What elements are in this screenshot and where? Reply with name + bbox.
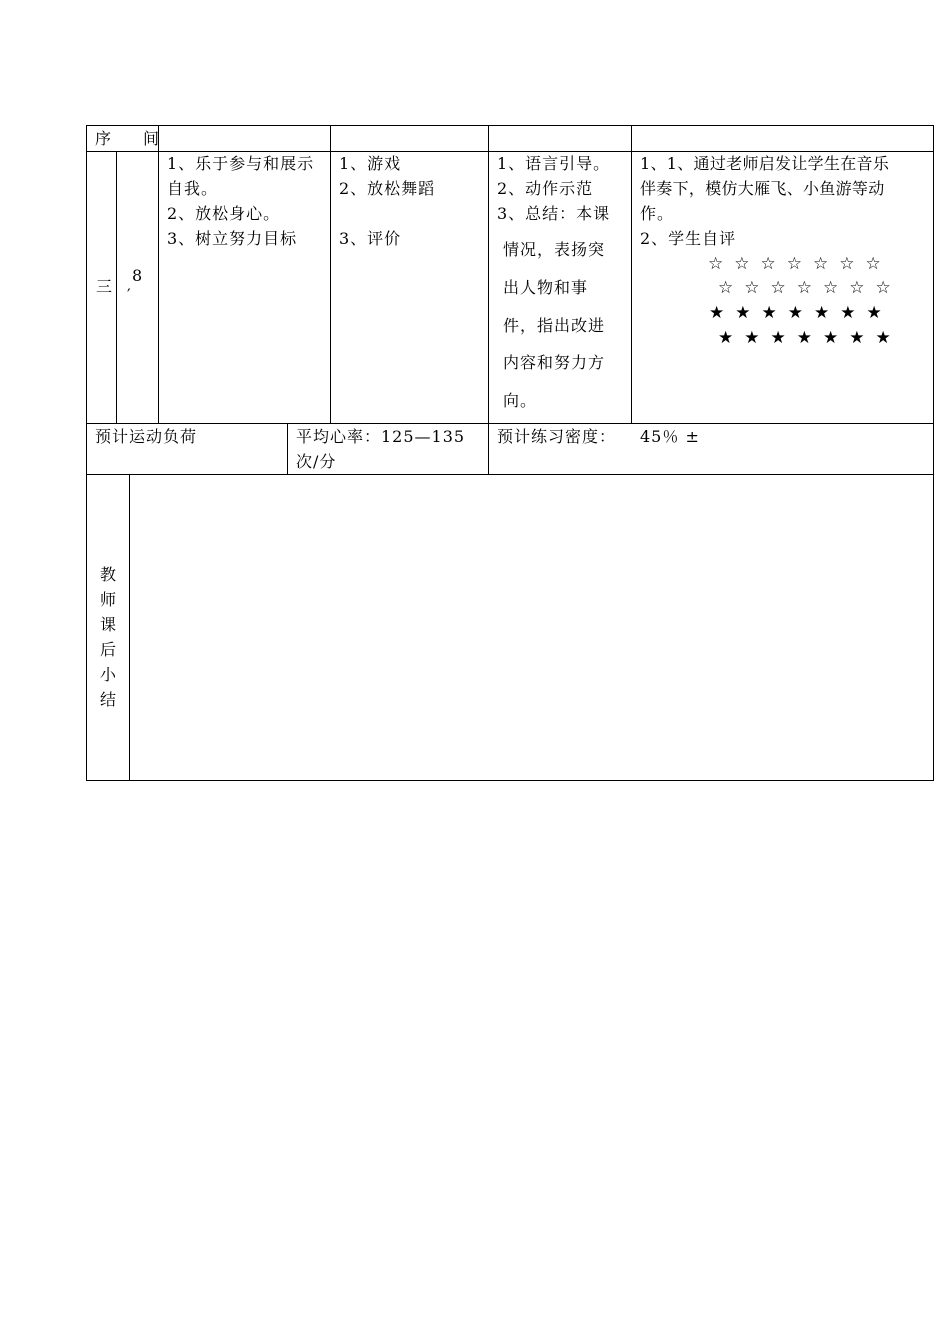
goal-line: 自我。 — [167, 179, 219, 198]
density-value: 45％ ± — [640, 427, 700, 446]
summary-content-area — [130, 475, 933, 780]
summary-char: 师 — [99, 590, 116, 609]
col-divider-teacher — [631, 125, 632, 423]
summary-char: 后 — [99, 640, 116, 659]
goal-line: 1、乐于参与和展示 — [167, 154, 315, 173]
summary-char: 课 — [99, 615, 116, 634]
hollow-stars-row-1: ☆☆☆☆☆☆☆ — [708, 254, 892, 274]
col-divider-time — [158, 125, 159, 423]
heart-rate-line-1: 平均心率：125—135 — [296, 427, 466, 446]
teacher-line: 2、动作示范 — [497, 179, 594, 198]
teacher-line: 出人物和事 — [503, 278, 589, 297]
student-line: 伴奏下，模仿大雁飞、小鱼游等动 — [640, 179, 885, 198]
content-line: 1、游戏 — [339, 154, 402, 173]
density-label: 预计练习密度： — [497, 427, 617, 446]
summary-char: 小 — [99, 665, 116, 684]
section-time-value: 8 — [132, 266, 144, 285]
goal-line: 3、树立努力目标 — [167, 229, 298, 248]
student-line: 2、学生自评 — [640, 229, 737, 248]
teacher-line: 情况，表扬突 — [503, 240, 606, 259]
summary-char: 结 — [99, 690, 116, 709]
load-label: 预计运动负荷 — [95, 427, 198, 446]
filled-stars-row-2: ★★★★★★★ — [718, 328, 902, 348]
teacher-line: 3、总结：本课 — [497, 204, 611, 223]
section-seq: 三 — [96, 277, 114, 296]
filled-stars-row-1: ★★★★★★★ — [709, 303, 893, 323]
heart-rate-line-2: 次/分 — [296, 452, 337, 471]
content-line: 2、放松舞蹈 — [339, 179, 436, 198]
teacher-line: 1、语言引导。 — [497, 154, 611, 173]
teacher-line: 件，指出改进 — [503, 316, 606, 335]
summary-char: 教 — [99, 565, 116, 584]
goal-line: 2、放松身心。 — [167, 204, 281, 223]
teacher-line: 向。 — [503, 391, 538, 410]
col-divider-seq — [116, 151, 117, 423]
section-time-unit: ′ — [127, 285, 132, 304]
load-divider-1 — [287, 423, 288, 474]
hollow-stars-row-2: ☆☆☆☆☆☆☆ — [718, 278, 902, 298]
content-line: 3、评价 — [339, 229, 402, 248]
load-divider-2 — [488, 423, 489, 474]
student-line: 作。 — [640, 204, 675, 223]
student-line: 1、1、通过老师启发让学生在音乐 — [640, 154, 890, 173]
teacher-line: 内容和努力方 — [503, 353, 606, 372]
col-divider-content — [488, 125, 489, 423]
col-divider-goals — [330, 125, 331, 423]
header-seq-time: 序 间 — [95, 129, 168, 148]
